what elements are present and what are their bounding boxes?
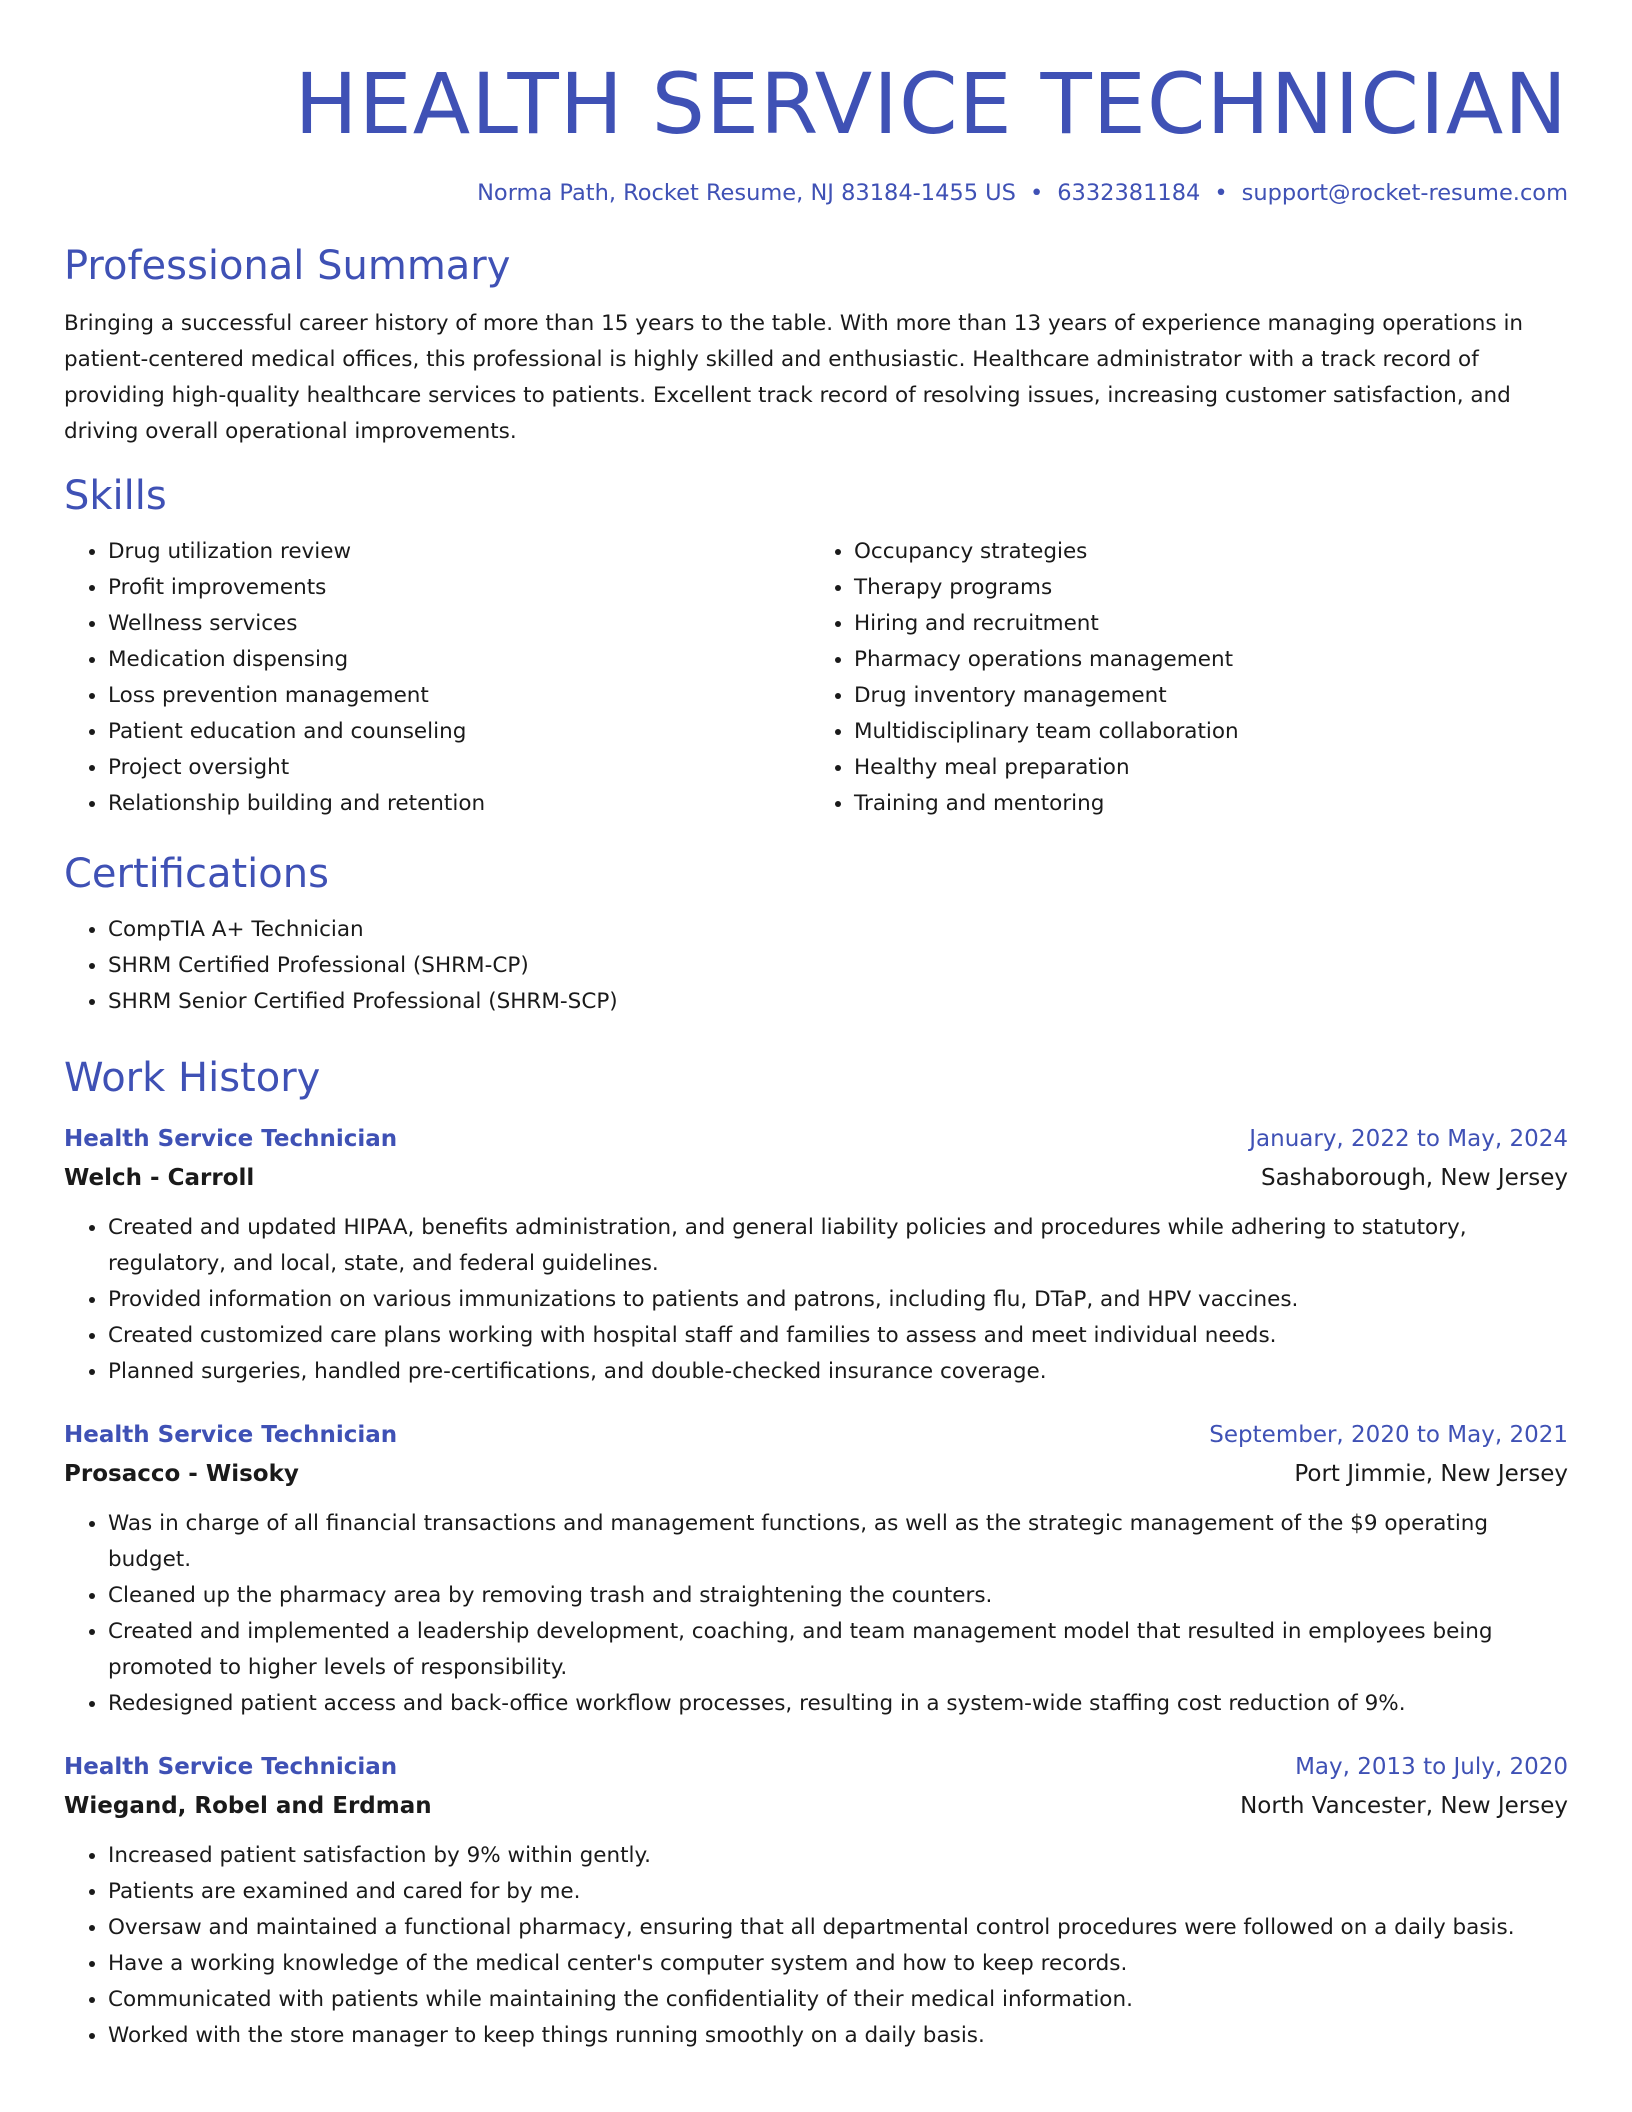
skill-item: • Medication dispensing: [108, 642, 816, 678]
job-title: Health Service Technician: [64, 1126, 398, 1152]
skill-item: • Therapy programs: [854, 570, 1568, 606]
certification-item: • SHRM Certified Professional (SHRM-CP): [108, 948, 1568, 984]
skill-item: • Healthy meal preparation: [854, 750, 1568, 786]
skill-item: • Loss prevention management: [108, 678, 816, 714]
job-bullet: • Planned surgeries, handled pre-certifications, and double-checked insurance coverage.: [108, 1354, 1568, 1390]
skill-item: • Hiring and recruitment: [854, 606, 1568, 642]
skill-item: • Pharmacy operations management: [854, 642, 1568, 678]
job-entry: [64, 1120, 1568, 1390]
skills-grid: [64, 534, 1568, 822]
skill-item: • Patient education and counseling: [108, 714, 816, 750]
job-dates: January, 2022 to May, 2024: [1249, 1126, 1568, 1152]
skill-item: • Wellness services: [108, 606, 816, 642]
contact-email[interactable]: support@rocket-resume.com: [1241, 180, 1568, 206]
work-history-heading: Work History: [64, 1055, 321, 1101]
contact-separator: •: [1214, 180, 1228, 206]
skills-section: [64, 468, 1568, 822]
job-title: Health Service Technician: [64, 1422, 398, 1448]
skill-item: • Relationship building and retention: [108, 786, 816, 822]
job-company: Wiegand, Robel and Erdman: [64, 1793, 432, 1819]
skill-item: • Multidisciplinary team collaboration: [854, 714, 1568, 750]
summary-section: [64, 238, 1568, 450]
job-title: Health Service Technician: [64, 1754, 398, 1780]
job-subheader-row: [64, 1786, 1568, 1826]
skill-item: • Drug utilization review: [108, 534, 816, 570]
summary-heading: Professional Summary: [64, 243, 511, 289]
skills-heading: Skills: [64, 473, 167, 519]
job-bullet: • Created customized care plans working with hospital staff and families to assess and meet individual needs.: [108, 1318, 1568, 1354]
job-bullets: [64, 1506, 1568, 1722]
certification-item: • CompTIA A+ Technician: [108, 912, 1568, 948]
skill-item: • Profit improvements: [108, 570, 816, 606]
contact-phone: 6332381184: [1057, 180, 1201, 206]
skill-item: • Occupancy strategies: [854, 534, 1568, 570]
job-entry: [64, 1748, 1568, 2054]
job-bullet: • Created and updated HIPAA, benefits administration, and general liability policies and procedures while adhering to statutory, regulatory, and local, state, and federal guidelines.: [108, 1210, 1568, 1282]
resume-header: [64, 0, 1568, 210]
job-dates: May, 2013 to July, 2020: [1295, 1754, 1568, 1780]
job-bullets: [64, 1210, 1568, 1390]
certifications-heading: Certifications: [64, 851, 329, 897]
certification-item: • SHRM Senior Certified Professional (SHRM-SCP): [108, 984, 1568, 1020]
job-dates: September, 2020 to May, 2021: [1209, 1422, 1568, 1448]
job-bullet: • Provided information on various immunizations to patients and patrons, including flu, DTaP, and HPV vaccines.: [108, 1282, 1568, 1318]
job-header-row: [64, 1748, 1568, 1786]
job-bullet: • Increased patient satisfaction by 9% within gently.: [108, 1838, 1568, 1874]
skill-item: • Drug inventory management: [854, 678, 1568, 714]
job-bullet: • Oversaw and maintained a functional pharmacy, ensuring that all departmental control procedures were followed on a daily basis.: [108, 1910, 1568, 1946]
skills-column-left: [64, 534, 816, 822]
job-bullet: • Redesigned patient access and back-office workflow processes, resulting in a system-wide staffing cost reduction of 9%.: [108, 1686, 1568, 1722]
skill-item: • Project oversight: [108, 750, 816, 786]
job-company: Welch - Carroll: [64, 1165, 255, 1191]
certifications-list: [64, 912, 1568, 1020]
job-bullets: [64, 1838, 1568, 2054]
job-bullet: • Communicated with patients while maintaining the confidentiality of their medical information.: [108, 1982, 1568, 2018]
contact-line: [64, 176, 1568, 210]
job-header-row: [64, 1416, 1568, 1454]
job-subheader-row: [64, 1158, 1568, 1198]
skills-column-right: [816, 534, 1568, 822]
certifications-section: [64, 846, 1568, 1020]
job-location: Port Jimmie, New Jersey: [1294, 1461, 1568, 1487]
contact-address: Norma Path, Rocket Resume, NJ 83184-1455 US: [477, 180, 1016, 206]
job-entry: [64, 1416, 1568, 1722]
skill-item: • Training and mentoring: [854, 786, 1568, 822]
job-company: Prosacco - Wisoky: [64, 1461, 299, 1487]
resume-title: HEALTH SERVICE TECHNICIAN: [294, 55, 1568, 153]
job-bullet: • Was in charge of all financial transactions and management functions, as well as the strategic management of the $9 operating budget.: [108, 1506, 1568, 1578]
job-bullet: • Cleaned up the pharmacy area by removing trash and straightening the counters.: [108, 1578, 1568, 1614]
job-bullet: • Patients are examined and cared for by me.: [108, 1874, 1568, 1910]
job-bullet: • Created and implemented a leadership development, coaching, and team management model that resulted in employees being promoted to higher levels of responsibility.: [108, 1614, 1568, 1686]
work-history-section: [64, 1050, 1568, 2054]
summary-text: Bringing a successful career history of more than 15 years to the table. With more than 13 years of experience managing operations in patient-centered medical offices, this professional is highly skilled and enthusiastic. Healthcare administrator with a track record of providing high-quality healthcare services to patients. Excellent track record of resolving issues, increasing customer satisfaction, and driving overall operational improvements.: [64, 311, 1524, 444]
contact-separator: •: [1029, 180, 1044, 206]
job-location: North Vancester, New Jersey: [1240, 1793, 1568, 1819]
job-bullet: • Have a working knowledge of the medical center's computer system and how to keep records.: [108, 1946, 1568, 1982]
job-header-row: [64, 1120, 1568, 1158]
job-subheader-row: [64, 1454, 1568, 1494]
job-location: Sashaborough, New Jersey: [1260, 1165, 1568, 1191]
job-bullet: • Worked with the store manager to keep things running smoothly on a daily basis.: [108, 2018, 1568, 2054]
